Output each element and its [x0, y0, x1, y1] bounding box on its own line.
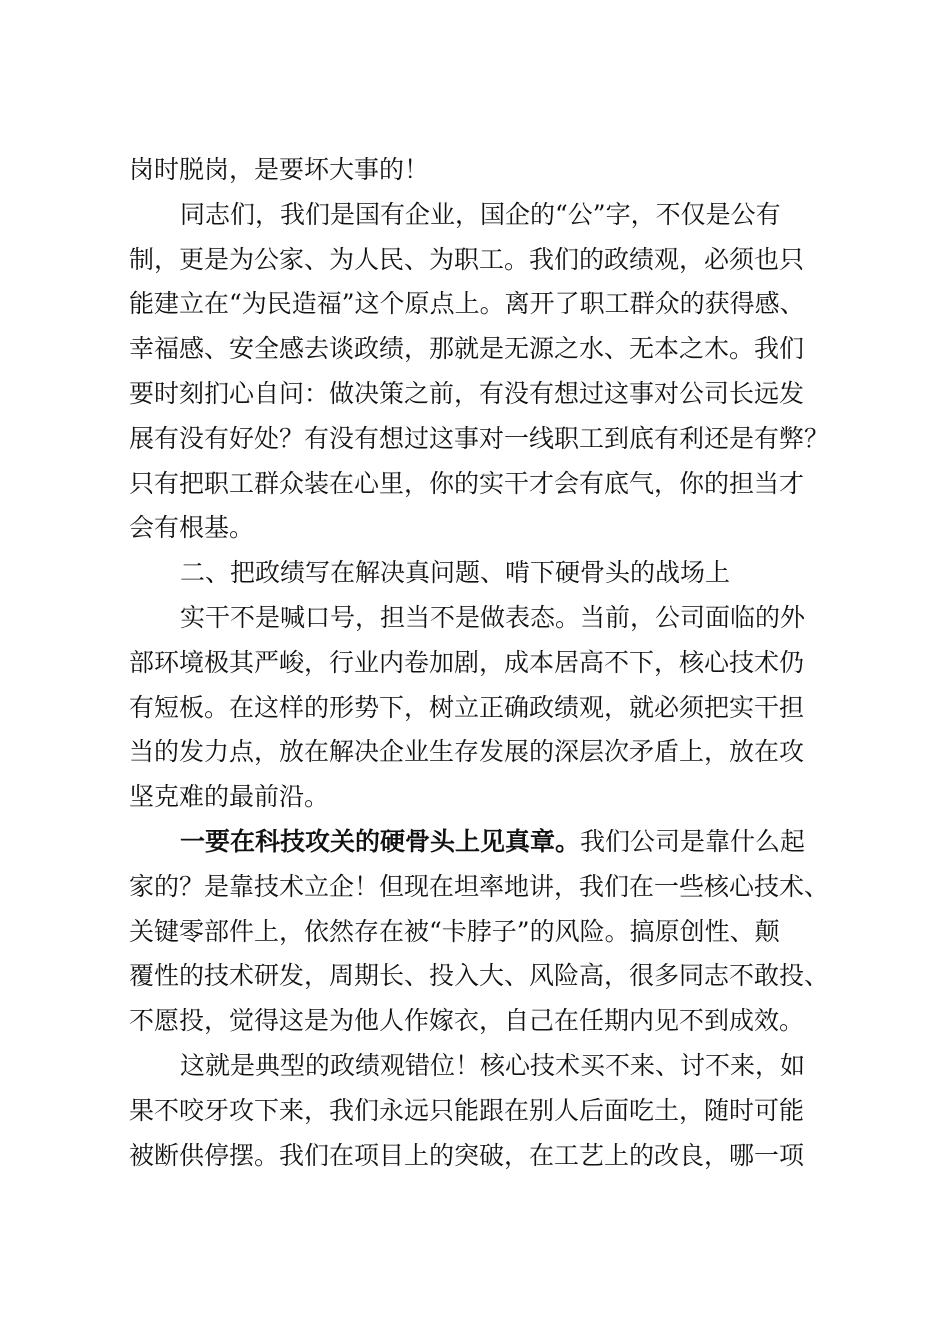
- text-line: [129, 641, 804, 685]
- text-line: [129, 910, 780, 954]
- text-line: [129, 999, 804, 1043]
- line-text: 家的？是靠技术立企！但现在坦率地讲，我们在一些核心技术、: [129, 871, 830, 901]
- line-text: 我们公司是靠什么起: [580, 827, 806, 856]
- text-line: [129, 327, 804, 371]
- line-text: 果不咬牙攻下来，我们永远只能跟在别人后面吃土，随时可能: [129, 1095, 805, 1125]
- line-text: 被断供停摆。我们在项目上的突破，在工艺上的改良，哪一项: [129, 1140, 805, 1170]
- text-line: [129, 462, 804, 506]
- line-text: 部环境极其严峻，行业内卷加剧，成本居高不下，核心技术仍: [129, 647, 805, 677]
- text-line: [180, 551, 730, 595]
- line-text: 能建立在“为民造福”这个原点上。离开了职工群众的获得感、: [129, 289, 805, 319]
- line-text: 实干不是喊口号，担当不是做表态。当前，公司面临的外: [180, 603, 806, 632]
- line-text: 展有没有好处？有没有想过这事对一线职工到底有利还是有弊？: [129, 423, 830, 453]
- text-line: [180, 820, 805, 864]
- line-text: 同志们，我们是国有企业，国企的“公”字，不仅是公有: [180, 199, 781, 229]
- line-text: 覆性的技术研发，周期长、投入大、风险高，很多同志不敢投、: [129, 961, 830, 991]
- line-text: 岗时脱岗，是要坏大事的！: [129, 155, 430, 184]
- line-text: 坚克难的最前沿。: [129, 782, 330, 812]
- bold-heading-text: 一要在科技攻关的硬骨头上见真章。: [180, 827, 581, 856]
- line-text: 当的发力点，放在解决企业生存发展的深层次矛盾上，放在攻: [129, 737, 805, 767]
- text-line: [129, 1134, 804, 1178]
- text-line: [129, 730, 804, 774]
- line-text: 不愿投，觉得这是为他人作嫁衣，自己在任期内见不到成效。: [129, 1006, 805, 1036]
- text-line: [129, 775, 329, 819]
- text-line: [180, 596, 805, 640]
- line-text: 有短板。在这样的形势下，树立正确政绩观，就必须把实干担: [129, 692, 805, 722]
- text-line: [129, 417, 829, 461]
- text-line: [129, 506, 254, 550]
- text-line: [129, 1089, 804, 1133]
- text-line: [129, 238, 804, 282]
- text-line: [180, 1044, 805, 1088]
- line-text: 二、把政绩写在解决真问题、啃下硬骨头的战场上: [180, 558, 731, 588]
- line-text: 只有把职工群众装在心里，你的实干才会有底气，你的担当才: [129, 468, 805, 498]
- text-line: [129, 865, 829, 909]
- text-line: [180, 193, 781, 237]
- text-line: [129, 372, 804, 416]
- text-line: [129, 148, 429, 192]
- text-line: [129, 686, 804, 730]
- line-text: 制，更是为公家、为人民、为职工。我们的政绩观，必须也只: [129, 244, 805, 274]
- line-text: 要时刻扪心自问：做决策之前，有没有想过这事对公司长远发: [129, 379, 805, 408]
- line-text: 关键零部件上，依然存在被“卡脖子”的风险。搞原创性、颠: [129, 916, 780, 946]
- line-text: 幸福感、安全感去谈政绩，那就是无源之水、无本之木。我们: [129, 334, 805, 364]
- text-line: [129, 282, 805, 326]
- line-text: 这就是典型的政绩观错位！核心技术买不来、讨不来，如: [180, 1051, 806, 1080]
- line-text: 会有根基。: [129, 513, 255, 543]
- text-line: [129, 954, 829, 998]
